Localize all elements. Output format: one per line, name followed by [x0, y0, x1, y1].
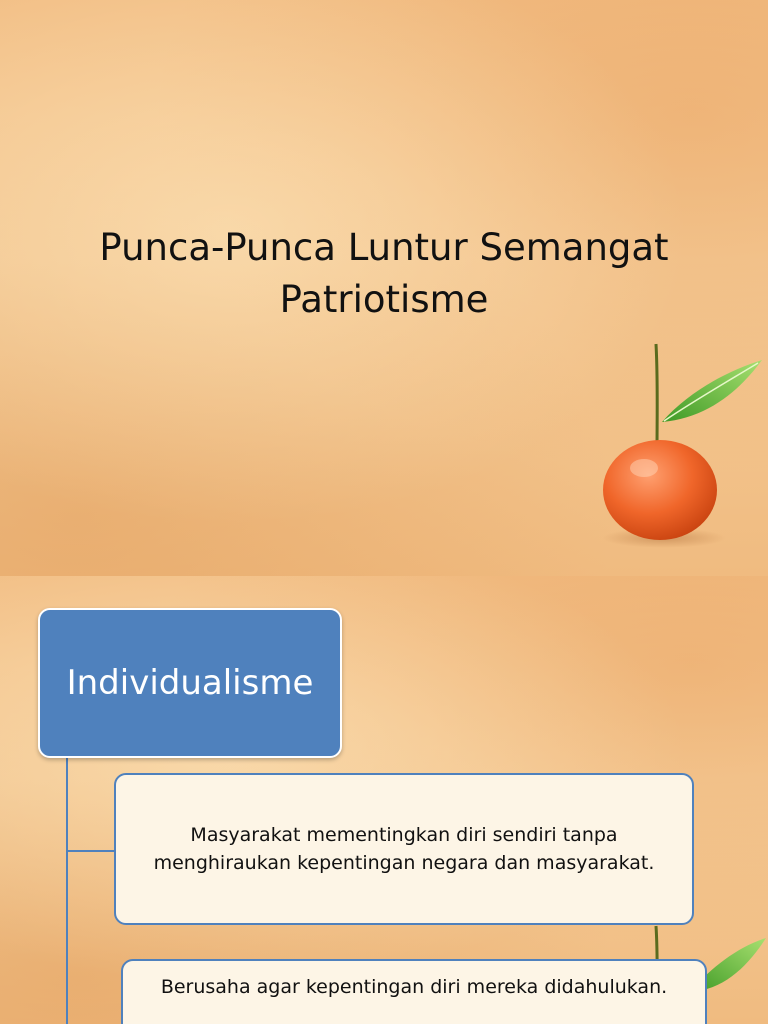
hierarchy-child-node	[114, 773, 694, 925]
hierarchy-root-node	[38, 608, 342, 758]
connector-horizontal	[66, 850, 114, 852]
content-slide	[0, 576, 768, 1024]
child-node-text: Masyarakat mementingkan diri sendiri tanpa menghiraukan kepentingan negara dan masyarakat.	[153, 824, 655, 874]
hierarchy-child-node	[121, 959, 707, 1024]
child-node-text: Berusaha agar kepentingan diri mereka didahulukan.	[160, 976, 668, 998]
connector-vertical	[66, 758, 68, 1024]
slide-title	[40, 222, 728, 326]
slide-title-line-1: Punca-Punca Luntur Semangat	[99, 226, 669, 269]
root-node-label: Individualisme	[66, 663, 314, 703]
orange-fruit-image	[590, 330, 768, 550]
slide-title-line-2: Patriotisme	[279, 278, 489, 321]
